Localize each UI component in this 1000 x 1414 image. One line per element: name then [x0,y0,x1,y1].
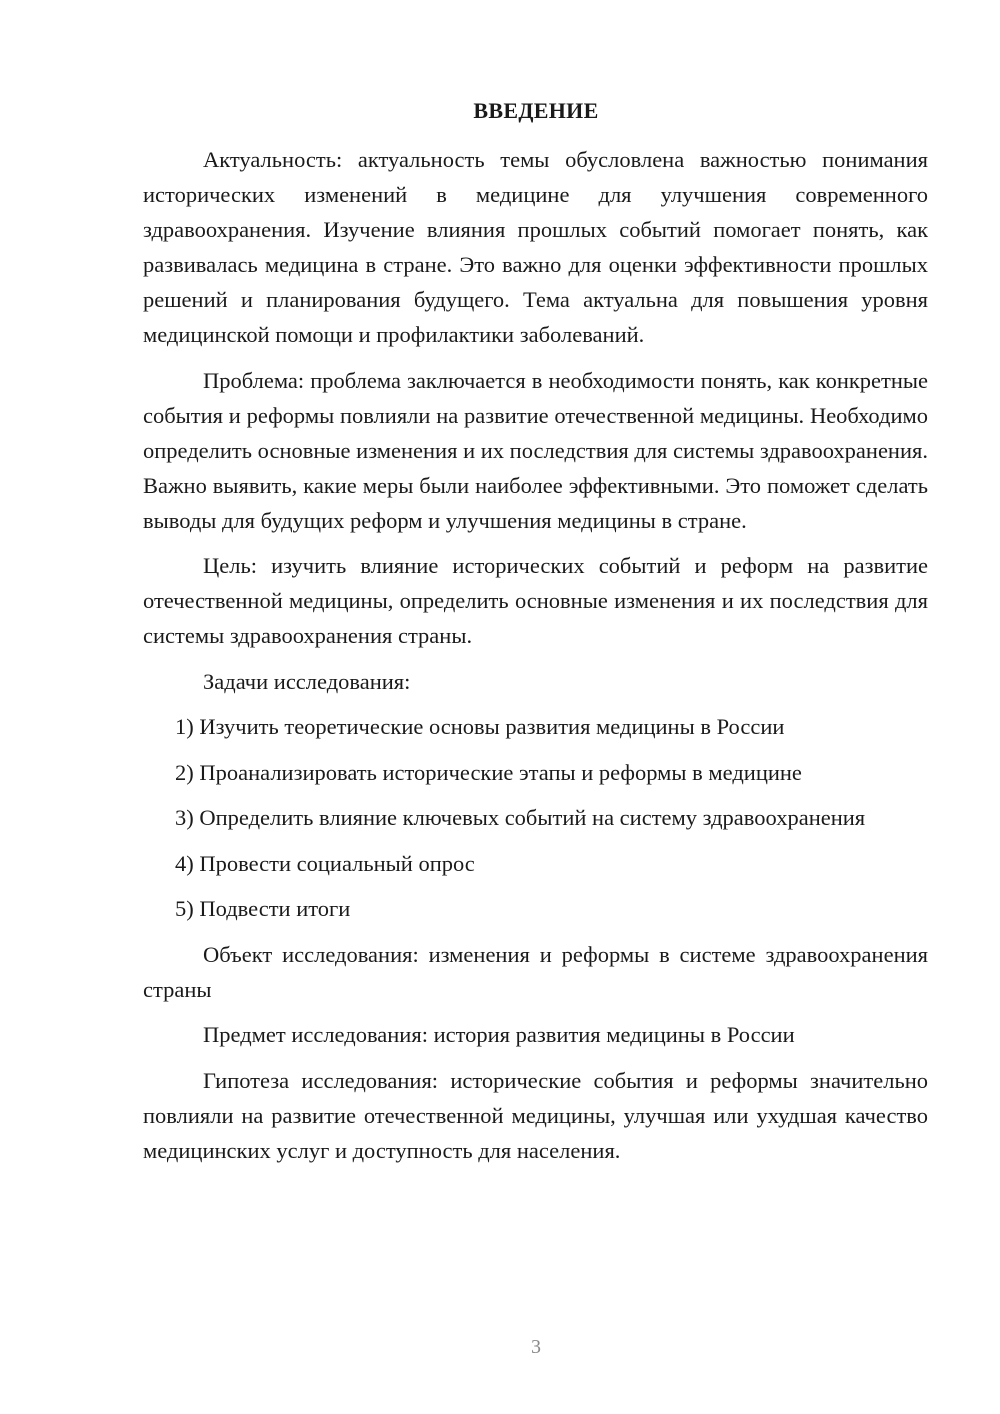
task-item: 1) Изучить теоретические основы развития медицины в России [175,714,785,739]
problem-paragraph: Проблема: проблема заключается в необходимости понять, как конкретные события и реформы повлияли на развитие отечественной медицины. Необходимо определить основные изменения и их последствия для системы здравоохранения. Важно выявить, какие меры были наиболее эффективными. Это поможет сделать выводы для будущих реформ и улучшения медицины в стране. [143,367,928,533]
page-number: 3 [531,1336,541,1358]
page-title: ВВЕДЕНИЕ [473,98,599,123]
hypothesis-paragraph: Гипотеза исследования: исторические события и реформы значительно повлияли на развитие отечественной медицины, улучшая или ухудшая качество медицинских услуг и доступность для населения. [143,1067,928,1163]
goal-paragraph: Цель: изучить влияние исторических событий и реформ на развитие отечественной медицины, определить основные изменения и их последствия для системы здравоохранения страны. [143,553,928,648]
object-paragraph: Объект исследования: изменения и реформы в системе здравоохранения страны [143,941,928,1002]
task-item: 3) Определить влияние ключевых событий на систему здравоохранения [175,805,866,830]
subject-paragraph: Предмет исследования: история развития медицины в России [203,1022,795,1047]
tasks-heading: Задачи исследования: [203,668,411,694]
task-item: 2) Проанализировать исторические этапы и реформы в медицине [175,759,802,785]
task-item: 4) Провести социальный опрос [175,850,475,876]
actuality-paragraph: Актуальность: актуальность темы обусловлена важностью понимания исторических изменений в медицине для улучшения современного здравоохранения. Изучение влияния прошлых событий помогает понять, как развивалась медицина в стране. Это важно для оценки эффективности прошлых решений и планирования будущего. Тема актуальна для повышения уровня медицинской помощи и профилактики заболеваний. [143,147,928,347]
document-body [143,142,928,1178]
task-item: 5) Подвести итоги [175,896,351,921]
